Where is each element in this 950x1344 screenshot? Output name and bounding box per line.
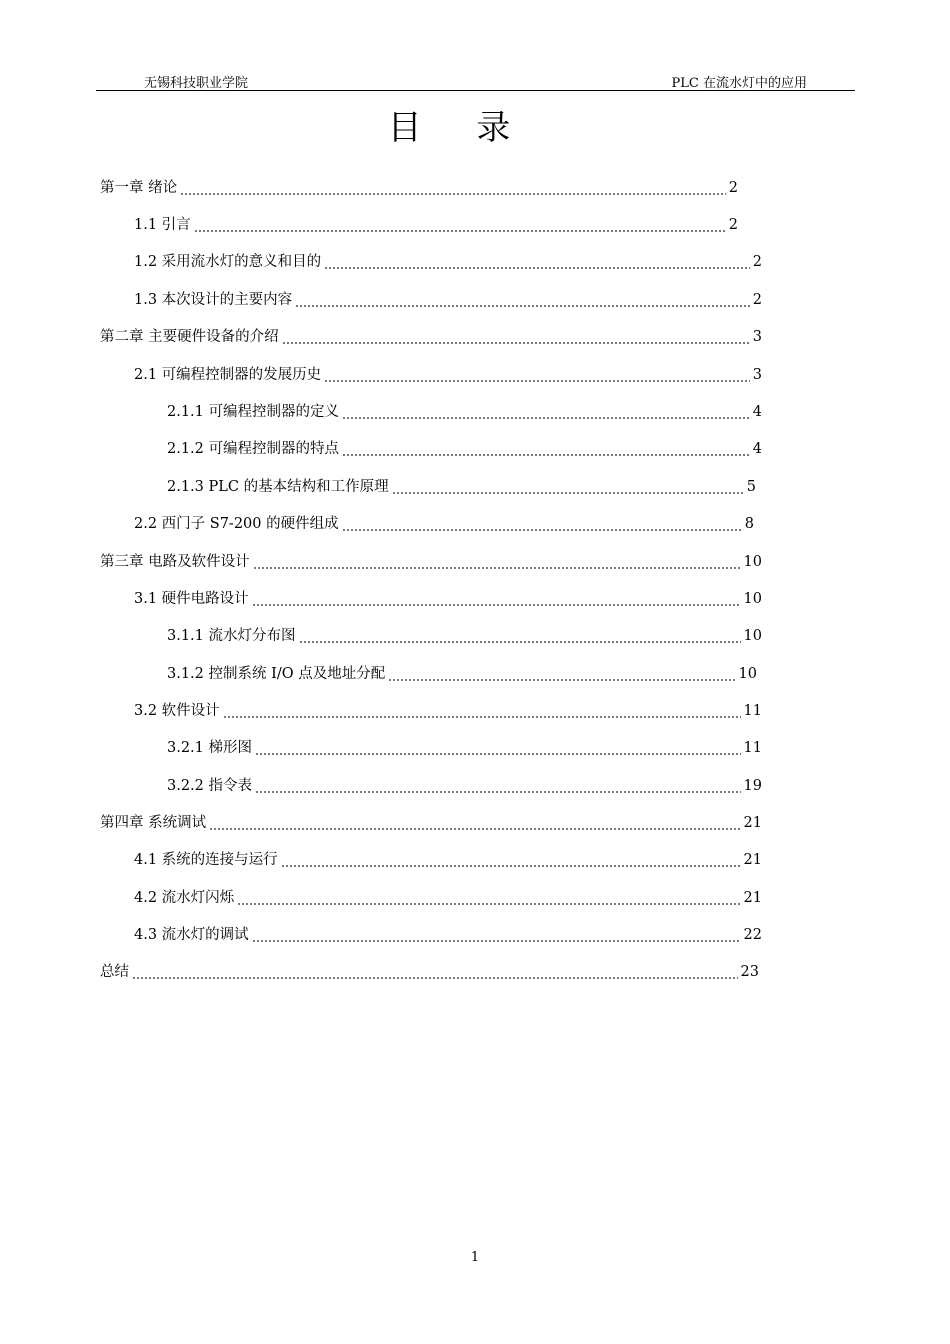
toc-entry-page: 2 [728,217,738,233]
toc-leader-dots [223,716,741,718]
toc-leader-dots [209,828,740,830]
toc-entry-label: 3.2.1 梯形图 [167,740,253,756]
toc-entry-page: 2 [752,292,762,308]
toc-entry-page: 11 [743,703,762,719]
toc-entry[interactable] [134,848,762,872]
toc-entry-page: 8 [744,516,754,532]
toc-entry-label: 第一章 绪论 [100,180,178,196]
toc-entry-page: 21 [743,890,762,906]
toc-entry-label: 3.1.2 控制系统 I/O 点及地址分配 [167,666,386,682]
toc-entry-label: 第四章 系统调试 [100,815,207,831]
toc-entry[interactable] [100,550,762,574]
toc-leader-dots [253,567,741,569]
toc-entry[interactable] [134,512,754,536]
toc-entry-label: 第二章 主要硬件设备的介绍 [100,329,279,345]
toc-entry-page: 2 [752,254,762,270]
toc-leader-dots [255,753,741,755]
toc-entry-label: 1.1 引言 [134,217,191,233]
toc-entry-label: 4.3 流水灯的调试 [134,927,249,943]
toc-entry-label: 2.1.2 可编程控制器的特点 [167,441,340,457]
toc-leader-dots [392,492,744,494]
toc-entry-label: 4.2 流水灯闪烁 [134,890,235,906]
toc-leader-dots [282,342,750,344]
toc-entry-page: 3 [752,367,762,383]
toc-entry-label: 3.1 硬件电路设计 [134,591,249,607]
toc-entry-label: 3.2 软件设计 [134,703,220,719]
toc-leader-dots [281,865,741,867]
toc-entry-page: 19 [743,778,762,794]
toc-entry[interactable] [134,363,762,387]
toc-leader-dots [342,529,742,531]
toc-entry[interactable] [167,475,756,499]
toc-entry[interactable] [134,923,762,947]
toc-leader-dots [132,977,738,979]
toc-entry-page: 11 [743,740,762,756]
toc-entry[interactable] [167,736,762,760]
toc-leader-dots [324,267,750,269]
toc-entry-label: 4.1 系统的连接与运行 [134,852,278,868]
toc-leader-dots [388,679,735,681]
toc-entry[interactable] [100,176,738,200]
toc-entry[interactable] [134,699,762,723]
page-header [96,70,855,91]
toc-entry-label: 1.3 本次设计的主要内容 [134,292,293,308]
toc-entry[interactable] [167,437,762,461]
toc-entry[interactable] [100,811,762,835]
toc-leader-dots [180,193,726,195]
toc-leader-dots [299,641,741,643]
toc-entry-page: 21 [743,852,762,868]
toc-entry-page: 23 [740,964,759,980]
toc-leader-dots [342,417,750,419]
toc-entry[interactable] [167,624,762,648]
header-institution: 无锡科技职业学院 [144,76,249,91]
toc-entry-page: 4 [752,441,762,457]
toc-entry[interactable] [134,587,762,611]
toc-entry-page: 22 [743,927,762,943]
toc-leader-dots [342,454,750,456]
toc-leader-dots [295,305,750,307]
toc-entry[interactable] [134,288,762,312]
toc-entry-page: 10 [738,666,757,682]
toc-entry-page: 21 [743,815,762,831]
toc-entry[interactable] [134,250,762,274]
toc-entry-label: 2.1 可编程控制器的发展历史 [134,367,322,383]
toc-entry-page: 4 [752,404,762,420]
toc-entry-label: 3.2.2 指令表 [167,778,253,794]
toc-entry-label: 2.2 西门子 S7-200 的硬件组成 [134,516,339,532]
toc-leader-dots [252,604,741,606]
toc-entry-page: 2 [728,180,738,196]
toc-entry-label: 1.2 采用流水灯的意义和目的 [134,254,322,270]
toc-entry[interactable] [167,662,757,686]
toc-entry-label: 第三章 电路及软件设计 [100,554,250,570]
toc-entry-label: 3.1.1 流水灯分布图 [167,628,296,644]
toc-title: 目 录 [387,108,533,148]
toc-leader-dots [252,940,741,942]
toc-entry[interactable] [134,213,738,237]
header-document-title: PLC 在流水灯中的应用 [671,76,807,91]
toc-entry-label: 2.1.1 可编程控制器的定义 [167,404,340,420]
toc-entry-page: 10 [743,554,762,570]
page-footer [0,1250,950,1265]
toc-entry-page: 10 [743,591,762,607]
toc-entry-label: 2.1.3 PLC 的基本结构和工作原理 [167,479,389,495]
toc-leader-dots [194,230,726,232]
toc-leader-dots [324,380,750,382]
toc-entry[interactable] [100,960,759,984]
toc-entry-label: 总结 [100,964,129,980]
toc-entry[interactable] [167,400,762,424]
toc-entry[interactable] [134,886,762,910]
toc-entry-page: 10 [743,628,762,644]
toc-entry-page: 3 [752,329,762,345]
toc-entry-page: 5 [746,479,756,495]
toc-entry[interactable] [167,774,762,798]
toc-leader-dots [237,903,740,905]
toc-entry[interactable] [100,325,762,349]
toc-leader-dots [255,791,741,793]
page-number: 1 [470,1250,480,1265]
